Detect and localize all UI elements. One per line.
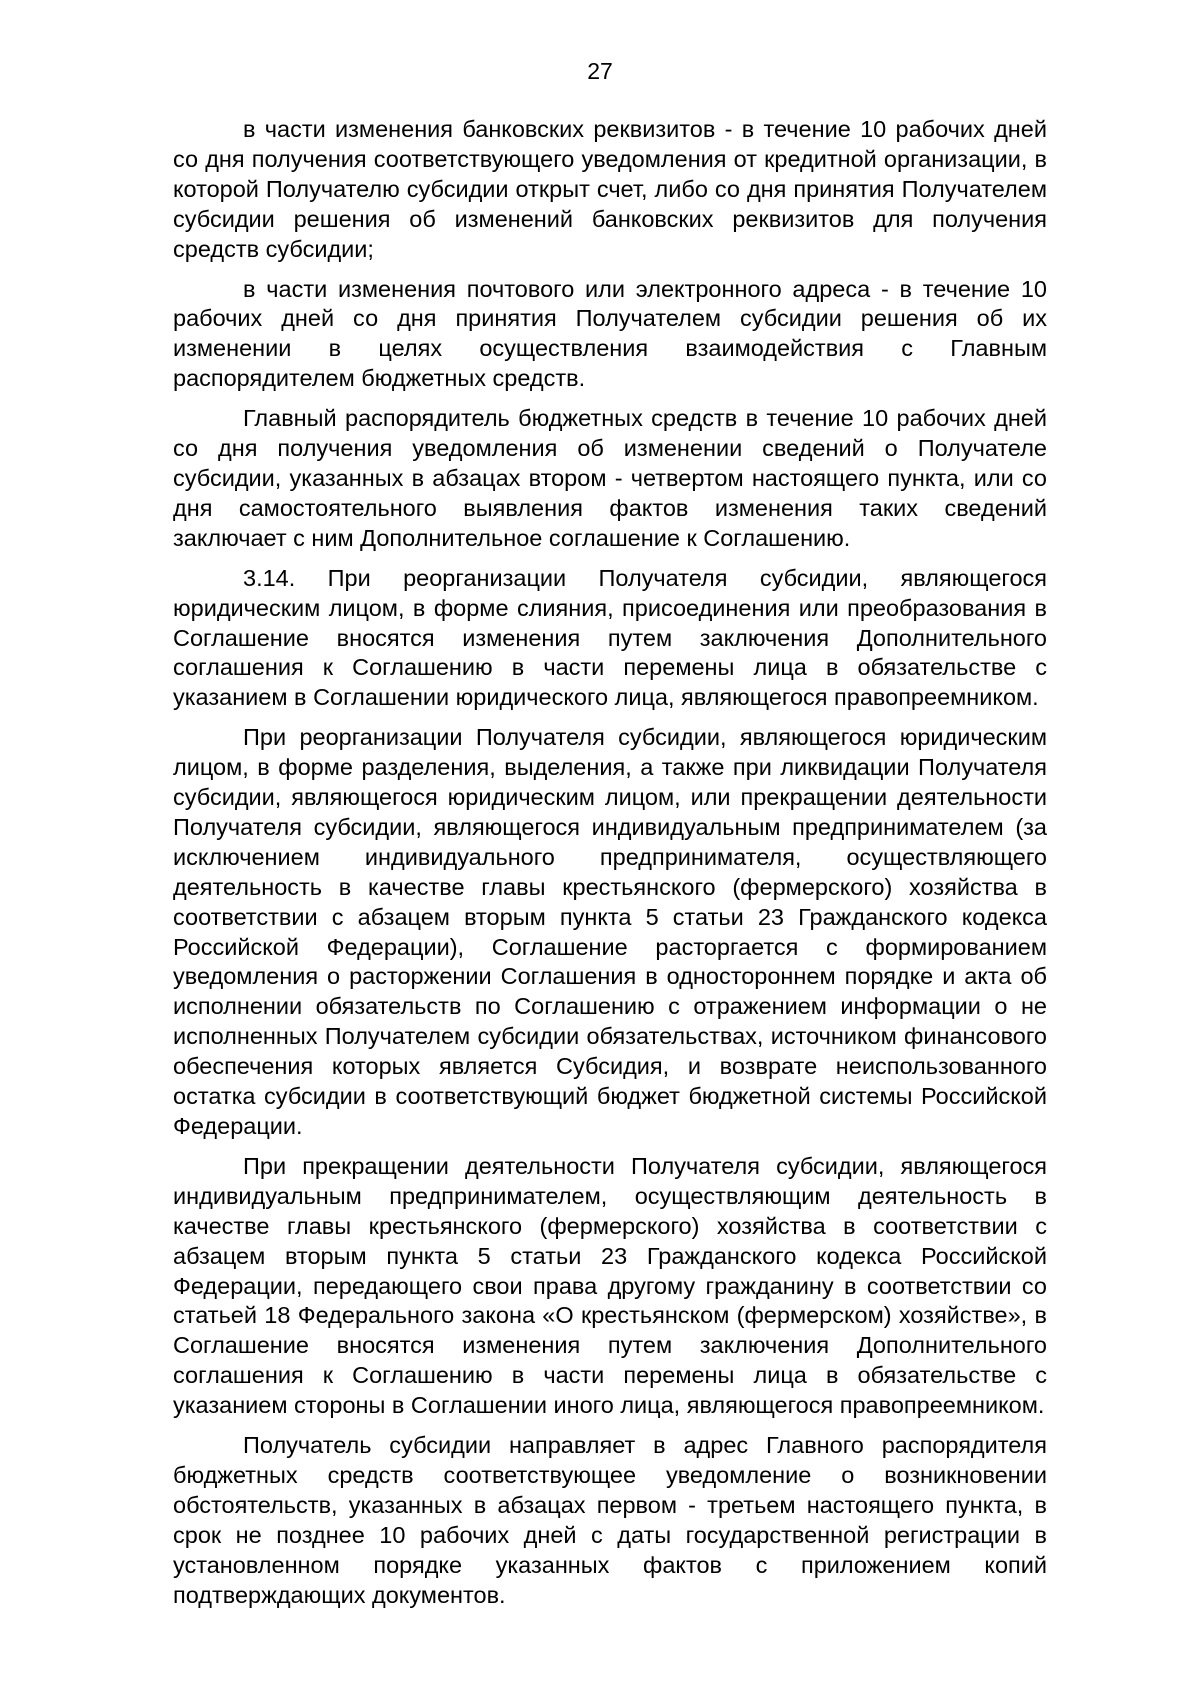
document-body: [173, 115, 1047, 1621]
paragraph-3-14-reorganization: 3.14. При реорганизации Получателя субсидии, являющегося юридическим лицом, в форме слияния, присоединения или преобразования в Соглашение вносятся изменения путем заключения Дополнительного соглашения к Соглашению в части перемены лица в обязательстве с указанием в Соглашении юридического лица, являющегося правопреемником.: [173, 564, 1047, 711]
paragraph-farm-succession: При прекращении деятельности Получателя субсидии, являющегося индивидуальным предпринимателем, осуществляющим деятельность в качестве главы крестьянского (фермерского) хозяйства в соответствии с абзацем вторым пункта 5 статьи 23 Гражданского кодекса Российской Федерации, передающего свои права другому гражданину в соответствии со статьей 18 Федерального закона «О крестьянском (фермерском) хозяйстве», в Соглашение вносятся изменения путем заключения Дополнительного соглашения к Соглашению в части перемены лица в обязательстве с указанием стороны в Соглашении иного лица, являющегося правопреемником.: [173, 1152, 1047, 1419]
paragraph-postal-address: в части изменения почтового или электронного адреса - в течение 10 рабочих дней со дня принятия Получателем субсидии решения об их изменении в целях осуществления взаимодействия с Главным распорядителем бюджетных средств.: [173, 275, 1047, 392]
paragraph-bank-details: в части изменения банковских реквизитов - в течение 10 рабочих дней со дня получения соответствующего уведомления от кредитной организации, в которой Получателю субсидии открыт счет, либо со дня принятия Получателем субсидии решения об изменений банковских реквизитов для получения средств субсидии;: [173, 116, 1047, 262]
page-number: 27: [587, 58, 613, 84]
paragraph-additional-agreement: Главный распорядитель бюджетных средств в течение 10 рабочих дней со дня получения уведомления об изменении сведений о Получателе субсидии, указанных в абзацах втором - четвертом настоящего пункта, или со дня самостоятельного выявления фактов изменения таких сведений заключает с ним Дополнительное соглашение к Соглашению.: [173, 405, 1047, 551]
paragraph-notification: Получатель субсидии направляет в адрес Главного распорядителя бюджетных средств соответствующее уведомление о возникновении обстоятельств, указанных в абзацах первом - третьем настоящего пункта, в срок не позднее 10 рабочих дней с даты государственной регистрации в установленном порядке указанных фактов с приложением копий подтверждающих документов.: [173, 1432, 1047, 1608]
paragraph-termination: При реорганизации Получателя субсидии, являющегося юридическим лицом, в форме разделения, выделения, а также при ликвидации Получателя субсидии, являющегося юридическим лицом, или прекращении деятельности Получателя субсидии, являющегося индивидуальным предпринимателем (за исключением индивидуального предпринимателя, осуществляющего деятельность в качестве главы крестьянского (фермерского) хозяйства в соответствии с абзацем вторым пункта 5 статьи 23 Гражданского кодекса Российской Федерации), Соглашение расторгается с формированием уведомления о расторжении Соглашения в одностороннем порядке и акта об исполнении обязательств по Соглашению с отражением информации о не исполненных Получателем субсидии обязательствах, источником финансового обеспечения которых является Субсидия, и возврате неиспользованного остатка субсидии в соответствующий бюджет бюджетной системы Российской Федерации.: [173, 724, 1047, 1139]
